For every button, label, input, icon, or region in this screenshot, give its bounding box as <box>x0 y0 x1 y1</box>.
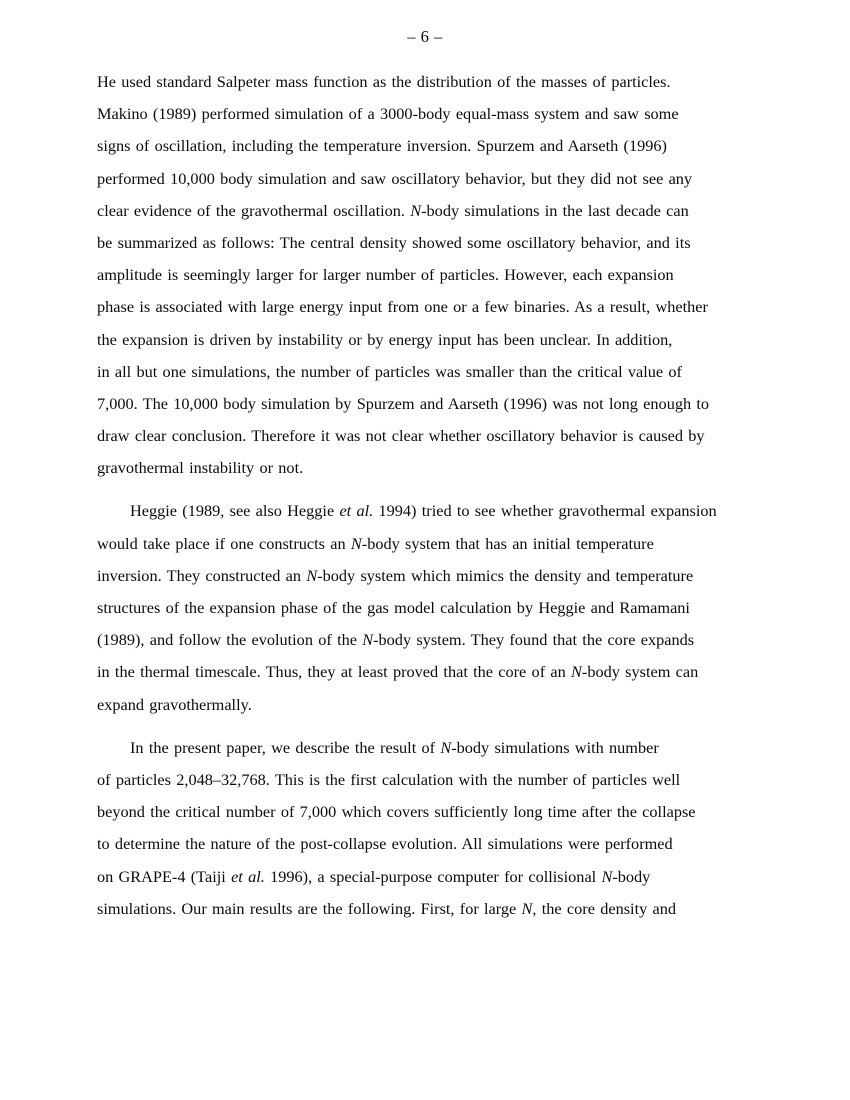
text-line: be summarized as follows: The central density showed some oscillatory behavior, and its <box>97 232 691 252</box>
paragraph <box>97 732 777 925</box>
italic-text: et al. <box>231 866 265 886</box>
italic-text: N <box>521 898 533 918</box>
text-line: gravothermal instability or not. <box>97 458 304 478</box>
text-line: performed 10,000 body simulation and saw oscillatory behavior, but they did not see any <box>97 168 693 188</box>
italic-text: N <box>601 866 613 886</box>
paragraph <box>97 495 777 720</box>
text-line: simulations. Our main results are the following. First, for large N, the core density and <box>97 898 677 918</box>
text-line: expand gravothermally. <box>97 694 252 714</box>
document-body <box>97 66 777 925</box>
text-line: 7,000. The 10,000 body simulation by Spurzem and Aarseth (1996) was not long enough to <box>97 393 710 413</box>
italic-text: N <box>306 565 318 585</box>
italic-text: N <box>362 630 374 650</box>
text-line: on GRAPE-4 (Taiji et al. 1996), a special-purpose computer for collisional N-body <box>97 866 651 886</box>
italic-text: et al. <box>339 501 374 521</box>
text-line: the expansion is driven by instability or by energy input has been unclear. In addition, <box>97 329 673 349</box>
text-line: would take place if one constructs an N-body system that has an initial temperature <box>97 533 654 553</box>
text-line: He used standard Salpeter mass function as the distribution of the masses of particles. <box>97 72 671 91</box>
italic-text: N <box>410 200 422 220</box>
text-line: Heggie (1989, see also Heggie et al. 1994) tried to see whether gravothermal expansion <box>130 501 717 521</box>
text-line: Makino (1989) performed simulation of a 3000-body equal-mass system and saw some <box>97 104 679 124</box>
text-line: in the thermal timescale. Thus, they at least proved that the core of an N-body system can <box>97 662 699 682</box>
text-line: of particles 2,048–32,768. This is the first calculation with the number of particles well <box>97 769 681 789</box>
text-line: draw clear conclusion. Therefore it was not clear whether oscillatory behavior is caused by <box>97 426 705 446</box>
italic-text: N <box>440 737 452 757</box>
text-line: signs of oscillation, including the temperature inversion. Spurzem and Aarseth (1996) <box>97 136 667 156</box>
text-line: (1989), and follow the evolution of the N-body system. They found that the core expands <box>97 630 695 650</box>
text-line: In the present paper, we describe the result of N-body simulations with number <box>130 737 659 757</box>
italic-text: N <box>350 533 362 553</box>
page-number: – 6 – <box>407 27 443 46</box>
text-line: beyond the critical number of 7,000 which covers sufficiently long time after the collapse <box>97 802 696 822</box>
text-line: to determine the nature of the post-collapse evolution. All simulations were performed <box>97 834 673 854</box>
text-line: phase is associated with large energy input from one or a few binaries. As a result, whether <box>97 297 708 317</box>
text-line: amplitude is seemingly larger for larger number of particles. However, each expansion <box>97 265 674 285</box>
text-line: in all but one simulations, the number of particles was smaller than the critical value of <box>97 361 682 381</box>
paragraph <box>97 66 777 484</box>
text-line: structures of the expansion phase of the gas model calculation by Heggie and Ramamani <box>97 598 690 617</box>
text-line: inversion. They constructed an N-body system which mimics the density and temperature <box>97 565 694 585</box>
italic-text: N <box>571 662 582 682</box>
text-line: clear evidence of the gravothermal oscillation. N-body simulations in the last decade can <box>97 200 689 220</box>
